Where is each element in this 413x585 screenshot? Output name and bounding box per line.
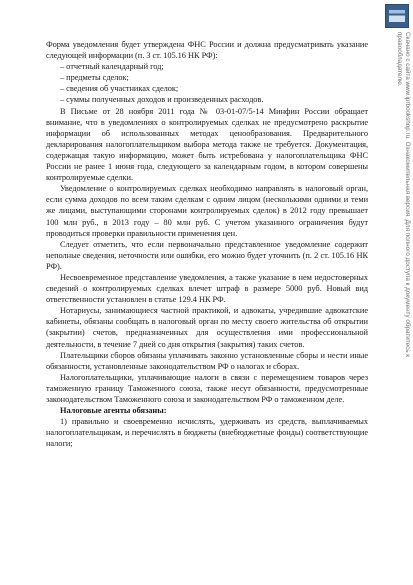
section-heading: Налоговые агенты обязаны: xyxy=(60,406,167,416)
book-logo-icon xyxy=(385,4,409,28)
paragraph: Форма уведомления будет утверждена ФНС России и должна предусматривать указание следующей информации (п. 3 ст. 105.16 НК РФ): xyxy=(46,40,368,61)
document-body xyxy=(46,39,368,449)
list-item: – отчетный календарный год; xyxy=(60,62,164,72)
list-item: – сведения об участниках сделок; xyxy=(60,84,179,94)
list-item: – суммы полученных доходов и произведенных расходов. xyxy=(60,95,264,105)
watermark-text: Скачано с сайта www.iprbookshop.ru. Ознакомительная версия. Для полного доступа к документу обратитесь к правообладателю. xyxy=(396,32,411,358)
paragraph: Нотариусы, занимающиеся частной практикой, и адвокаты, учредившие адвокатские кабинеты, обязаны сообщать в налоговый орган по месту своего жительства об открытии (закрытии) счетов, предназначенных для осуществления ими профессиональной деятельности, в течение 7 дней со дня открытия (закрытия) таких счетов. xyxy=(46,306,368,349)
paragraph: Несвоевременное представление уведомления, а также указание в нем недостоверных сведений о контролируемых сделках влечет штраф в размере 5000 руб. Новый вид ответственности установлен в статье 129.4 НК РФ. xyxy=(46,272,368,305)
paragraph: Уведомление о контролируемых сделках необходимо направлять в налоговый орган, если сумма доходов по всем таким сделкам с одним лицом (несколькими одними и теми же лицами, выступающими сторонами контролируемых сделок) в 2012 году превышает 100 млн руб., в 2013 году – 80 млн руб. С учетом указанного ограничения будут проводиться проверки правильности применения цен. xyxy=(46,184,368,238)
paragraph: В Письме от 28 ноября 2011 года № 03-01-07/5-14 Минфин России обращает внимание, что в уведомлениях о контролируемых сделках не предусмотрено раскрытие информации об использованных методах ценообразования. Предварительного декларирования налогоплательщиком выбора метода также не требуется. Документация, содержащая такую информацию, может быть истребована у налогоплательщика ФНС России не ранее 1 июня года, следующего за календарным годом, в котором совершены контролируемые сделки. xyxy=(46,106,368,183)
paragraph: 1) правильно и своевременно исчислять, удерживать из средств, выплачиваемых налогоплательщикам, и перечислять в бюджеты (внебюджетные фонды) соответствующие налоги; xyxy=(46,417,368,449)
list-item: – предметы сделок; xyxy=(60,73,129,83)
paragraph: Следует отметить, что если первоначально представленное уведомление содержит неполные сведения, неточности или ошибки, его можно будет уточнить (п. 2 ст. 105.16 НК РФ). xyxy=(46,239,368,271)
right-side-strip xyxy=(383,0,413,585)
paragraph: Налогоплательщики, уплачивающие налоги в связи с перемещением товаров через таможенную границу Таможенного союза, также несут обязанности, предусмотренные законодательством Таможенного союза и законодательством РФ о таможенном деле. xyxy=(46,372,368,404)
paragraph: Плательщики сборов обязаны уплачивать законно установленные сборы и нести иные обязанности, установленные законодательством РФ о налогах и сборах. xyxy=(46,350,368,371)
